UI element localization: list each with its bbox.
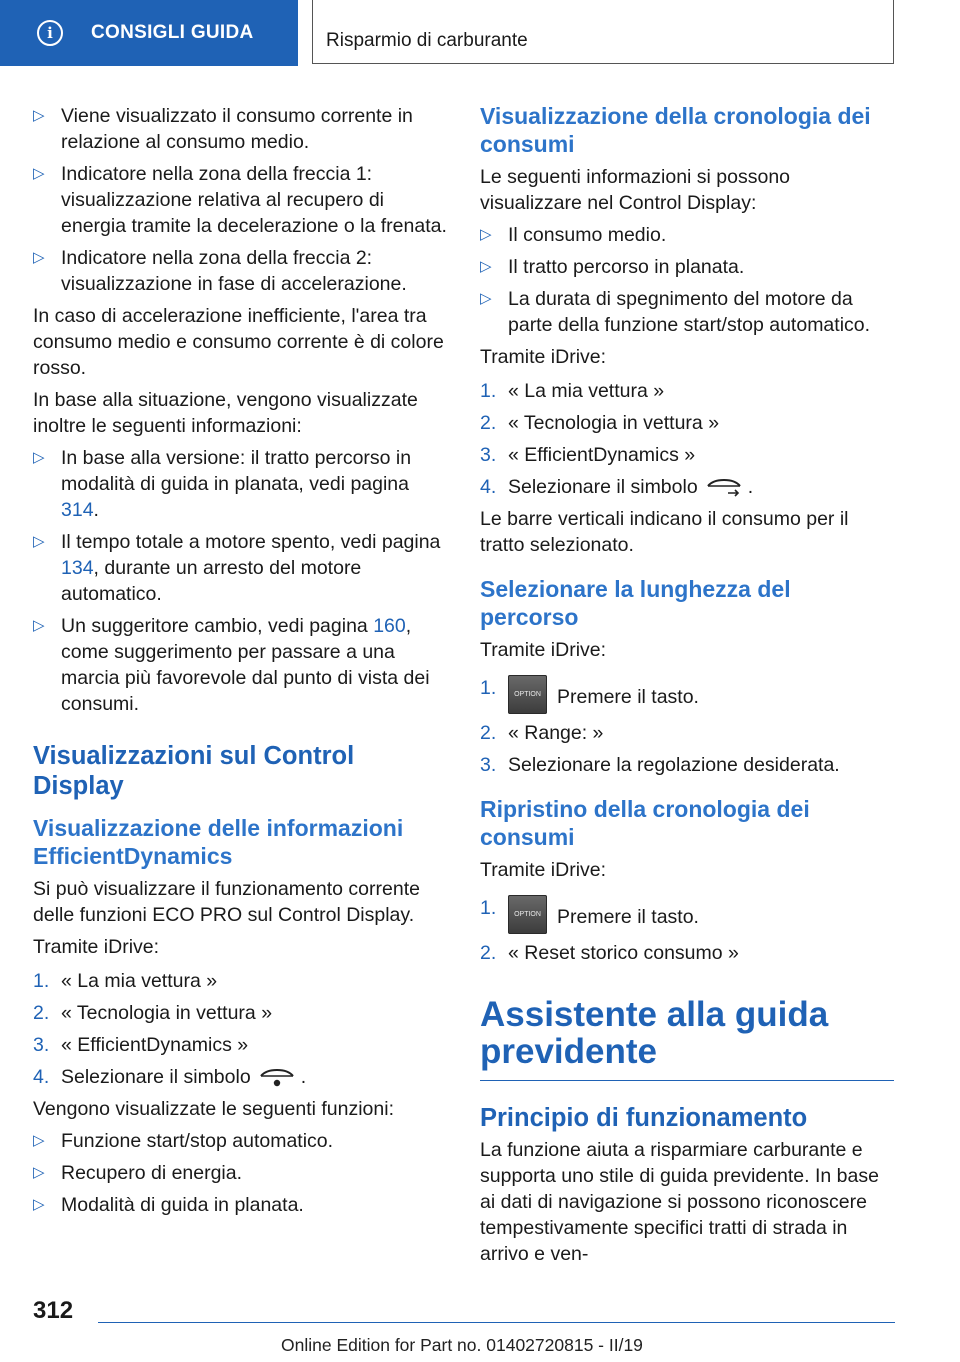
via-idrive-label: Tramite iDrive: — [33, 936, 160, 958]
paragraph-functions: Vengono visualizzate le seguenti funzioni: — [33, 1098, 394, 1120]
page-link-314[interactable]: 314 — [61, 499, 94, 521]
heading-divider — [480, 1080, 894, 1081]
heading-consumption-history: Visualizzazione della cronologia dei consumi — [480, 103, 871, 157]
page-link-134[interactable]: 134 — [61, 557, 94, 579]
via-idrive-label: Tramite iDrive: — [480, 859, 607, 881]
heading-select-length: Selezionare la lunghezza del percorso — [480, 576, 791, 630]
consumption-history-symbol-icon — [706, 478, 742, 498]
triangle-bullet-icon: ▷ — [33, 533, 45, 550]
step-item: 3. Selezionare la regolazione desiderata. — [480, 754, 840, 776]
list-item: ▷ Indicatore nella zona della freccia 2: visualizzazione in fase di accelerazione. — [33, 247, 407, 295]
page-header — [0, 0, 960, 66]
triangle-bullet-icon: ▷ — [33, 1132, 45, 1149]
list-item: ▷ In base alla versione: il tratto percorso in modalità di guida in planata, vedi pagina 314. — [33, 447, 412, 521]
chapter-title: CONSIGLI GUIDA — [91, 22, 254, 43]
step-item: 1. « La mia vettura » — [33, 970, 218, 992]
list-item: ▷ Modalità di guida in planata. — [33, 1194, 304, 1216]
list-item: ▷ Viene visualizzato il consumo corrente in relazione al consumo medio. — [33, 105, 413, 153]
heading-efficientdynamics-info: Visualizzazione delle informazioni EfficientDynamics — [33, 815, 404, 869]
triangle-bullet-icon: ▷ — [33, 165, 45, 182]
step-item: 2. « Reset storico consumo » — [480, 942, 739, 964]
paragraph-principle: La funzione aiuta a risparmiare carburante e supporta uno stile di guida previdente. In base ai dati di navigazione si possono riconoscere tempestivamente specifici tratti di strada in arrivo e ven- — [480, 1139, 879, 1265]
step-item: 4. Selezionare il simbolo . — [480, 476, 754, 498]
left-column — [33, 103, 447, 1224]
triangle-bullet-icon: ▷ — [33, 1196, 45, 1213]
edition-info: Online Edition for Part no. 01402720815 - II/19 — [281, 1335, 643, 1355]
triangle-bullet-icon: ▷ — [480, 290, 492, 307]
triangle-bullet-icon: ▷ — [33, 449, 45, 466]
via-idrive-label: Tramite iDrive: — [480, 639, 607, 661]
list-item: ▷ Indicatore nella zona della freccia 1: visualizzazione relativa al recupero di energia tramite la decelerazione o la frenata. — [33, 163, 447, 237]
triangle-bullet-icon: ▷ — [33, 1164, 45, 1181]
step-item: 4. Selezionare il simbolo . — [33, 1066, 307, 1088]
step-item: 2. « Range: » — [480, 722, 604, 744]
list-item: ▷ Funzione start/stop automatico. — [33, 1130, 334, 1152]
option-button-icon: OPTION — [508, 895, 547, 934]
section-title: Risparmio di carburante — [326, 30, 528, 51]
paragraph-situation: In base alla situazione, vengono visualizzate inoltre le seguenti informazioni: — [33, 389, 418, 437]
chapter-tab — [0, 0, 298, 66]
via-idrive-label: Tramite iDrive: — [480, 346, 607, 368]
heading-reset-history: Ripristino della cronologia dei consumi — [480, 796, 810, 850]
heading-principle: Principio di funzionamento — [480, 1104, 808, 1132]
list-item: ▷ Il tempo totale a motore spento, vedi pagina 134, durante un arresto del motore automatico. — [33, 531, 441, 605]
page-number: 312 — [33, 1297, 74, 1324]
triangle-bullet-icon: ▷ — [33, 107, 45, 124]
paragraph-red-area: In caso di accelerazione inefficiente, l'area tra consumo medio e consumo corrente è di colore rosso. — [33, 305, 444, 379]
list-item: ▷ Recupero di energia. — [33, 1162, 243, 1184]
triangle-bullet-icon: ▷ — [33, 617, 45, 634]
step-item: 2. « Tecnologia in vettura » — [33, 1002, 273, 1024]
page-link-160[interactable]: 160 — [373, 615, 406, 637]
footer-divider — [98, 1322, 895, 1323]
step-item: 2. « Tecnologia in vettura » — [480, 412, 720, 434]
info-icon: i — [37, 20, 63, 46]
step-item: 1. « La mia vettura » — [480, 380, 665, 402]
paragraph-history: Le seguenti informazioni si possono visualizzare nel Control Display: — [480, 166, 791, 214]
triangle-bullet-icon: ▷ — [33, 249, 45, 266]
right-column — [480, 103, 894, 1273]
paragraph-bars: Le barre verticali indicano il consumo per il tratto selezionato. — [480, 508, 849, 556]
step-item: 3. « EfficientDynamics » — [33, 1034, 249, 1056]
step-item: 1. OPTION Premere il tasto. — [480, 895, 894, 934]
option-button-icon: OPTION — [508, 675, 547, 714]
step-item: 1. OPTION Premere il tasto. — [480, 675, 894, 714]
paragraph-eco-pro: Si può visualizzare il funzionamento corrente delle funzioni ECO PRO sul Control Display. — [33, 878, 420, 926]
list-item: ▷ Il tratto percorso in planata. — [480, 256, 745, 278]
triangle-bullet-icon: ▷ — [480, 258, 492, 275]
list-item: ▷ La durata di spegnimento del motore da parte della funzione start/stop automatico. — [480, 288, 871, 336]
page-footer — [0, 1292, 960, 1362]
triangle-bullet-icon: ▷ — [480, 226, 492, 243]
chapter-heading: Assistente alla guida previdente — [480, 995, 829, 1071]
heading-control-display: Visualizzazioni sul Control Display — [33, 742, 355, 800]
list-item: ▷ Un suggeritore cambio, vedi pagina 160, come suggerimento per passare a una marcia più favorevole dal punto di vista dei consumi. — [33, 615, 430, 715]
list-item: ▷ Il consumo medio. — [480, 224, 667, 246]
step-item: 3. « EfficientDynamics » — [480, 444, 696, 466]
efficientdynamics-car-symbol-icon — [259, 1068, 295, 1088]
